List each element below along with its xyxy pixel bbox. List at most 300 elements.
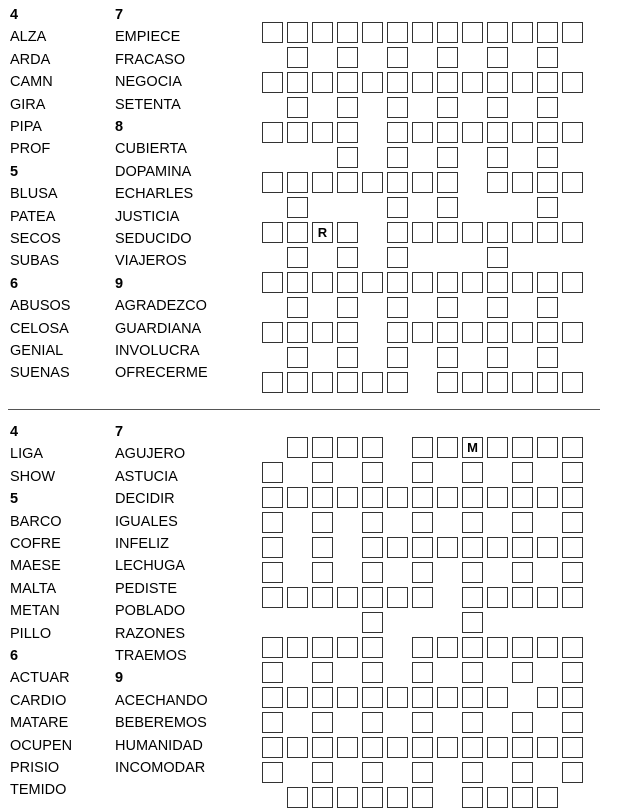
grid-cell[interactable] [562, 712, 583, 733]
grid-cell[interactable] [262, 562, 283, 583]
grid-cell[interactable] [537, 122, 558, 143]
grid-cell[interactable] [337, 737, 358, 758]
grid-cell[interactable] [262, 662, 283, 683]
grid-cell[interactable] [312, 637, 333, 658]
grid-cell[interactable] [562, 72, 583, 93]
grid-cell[interactable] [562, 562, 583, 583]
grid-cell[interactable] [362, 437, 383, 458]
word-item: OCUPEN [10, 737, 73, 754]
grid-cell[interactable] [362, 787, 383, 808]
grid-cell[interactable] [287, 587, 308, 608]
grid-cell[interactable] [412, 762, 433, 783]
grid-cell[interactable] [287, 247, 308, 268]
length-header: 6 [10, 648, 19, 664]
grid-cell[interactable] [512, 22, 533, 43]
grid-cell[interactable] [362, 272, 383, 293]
grid-cell[interactable] [462, 637, 483, 658]
grid-cell[interactable] [287, 322, 308, 343]
grid-cell[interactable] [287, 222, 308, 243]
grid-cell[interactable] [537, 72, 558, 93]
grid-cell[interactable] [462, 662, 483, 683]
grid-cell[interactable] [262, 587, 283, 608]
grid-cell[interactable] [412, 737, 433, 758]
grid-cell[interactable] [262, 222, 283, 243]
grid-cell[interactable] [362, 22, 383, 43]
length-header: 4 [10, 424, 19, 440]
grid-cell[interactable] [287, 347, 308, 368]
grid-cell[interactable] [312, 562, 333, 583]
grid-cell[interactable] [462, 737, 483, 758]
grid-cell[interactable] [287, 22, 308, 43]
grid-cell[interactable] [387, 297, 408, 318]
grid-cell[interactable] [312, 687, 333, 708]
grid-cell[interactable] [337, 297, 358, 318]
grid-cell[interactable] [487, 272, 508, 293]
word-item: GUARDIANA [115, 320, 202, 337]
grid-cell[interactable] [312, 22, 333, 43]
grid-cell[interactable] [462, 712, 483, 733]
grid-cell[interactable] [362, 712, 383, 733]
grid-cell[interactable] [412, 562, 433, 583]
grid-cell[interactable] [537, 347, 558, 368]
grid-cell[interactable] [312, 462, 333, 483]
grid-cell[interactable] [562, 662, 583, 683]
grid-cell[interactable] [512, 122, 533, 143]
grid-cell[interactable] [437, 172, 458, 193]
grid-cell[interactable] [487, 537, 508, 558]
grid-cell[interactable] [437, 97, 458, 118]
grid-cell[interactable] [537, 222, 558, 243]
grid-cell[interactable] [437, 437, 458, 458]
grid-cell[interactable] [512, 462, 533, 483]
grid-cell[interactable] [412, 72, 433, 93]
grid-cell[interactable] [512, 222, 533, 243]
grid-cell[interactable] [512, 437, 533, 458]
grid-cell[interactable] [437, 687, 458, 708]
grid-cell[interactable] [462, 322, 483, 343]
grid-cell[interactable] [312, 172, 333, 193]
grid-cell[interactable] [437, 197, 458, 218]
grid-cell[interactable] [562, 122, 583, 143]
grid-cell[interactable] [537, 637, 558, 658]
grid-cell[interactable] [462, 512, 483, 533]
grid-cell[interactable] [512, 172, 533, 193]
grid-cell[interactable] [562, 462, 583, 483]
grid-cell[interactable] [262, 122, 283, 143]
grid-cell[interactable] [537, 22, 558, 43]
grid-cell[interactable] [512, 712, 533, 733]
grid-cell[interactable] [312, 662, 333, 683]
grid-cell[interactable] [287, 372, 308, 393]
grid-cell[interactable] [362, 612, 383, 633]
grid-cell[interactable] [537, 172, 558, 193]
grid-cell[interactable] [487, 47, 508, 68]
grid-cell[interactable] [512, 537, 533, 558]
grid-cell[interactable] [437, 537, 458, 558]
grid-cell[interactable] [262, 512, 283, 533]
word-item: ARDA [10, 51, 51, 68]
grid-cell[interactable] [537, 297, 558, 318]
grid-cell[interactable] [487, 322, 508, 343]
grid-cell[interactable] [387, 172, 408, 193]
grid-cell[interactable] [312, 272, 333, 293]
grid-cell[interactable] [287, 437, 308, 458]
grid-cell[interactable] [362, 637, 383, 658]
grid-cell[interactable] [437, 222, 458, 243]
grid-cell[interactable] [312, 72, 333, 93]
grid-cell[interactable] [287, 172, 308, 193]
grid-cell[interactable] [262, 637, 283, 658]
grid-cell[interactable] [512, 372, 533, 393]
grid-cell[interactable] [337, 587, 358, 608]
grid-cell[interactable] [312, 712, 333, 733]
grid-cell[interactable] [487, 297, 508, 318]
grid-cell[interactable] [287, 72, 308, 93]
grid-cell[interactable] [337, 122, 358, 143]
grid-cell[interactable] [487, 487, 508, 508]
grid-cell[interactable] [462, 687, 483, 708]
grid-cell[interactable] [437, 637, 458, 658]
grid-cell[interactable] [262, 737, 283, 758]
grid-cell[interactable] [487, 97, 508, 118]
grid-cell[interactable] [287, 97, 308, 118]
grid-cell[interactable] [437, 22, 458, 43]
grid-cell[interactable] [312, 787, 333, 808]
grid-cell[interactable] [412, 512, 433, 533]
grid-cell[interactable] [512, 637, 533, 658]
grid-cell[interactable] [362, 537, 383, 558]
grid-cell[interactable] [437, 272, 458, 293]
grid-cell[interactable] [387, 272, 408, 293]
grid-cell[interactable] [437, 122, 458, 143]
grid-cell[interactable] [287, 637, 308, 658]
grid-cell[interactable] [387, 737, 408, 758]
grid-cell[interactable] [387, 72, 408, 93]
grid-cell[interactable] [412, 662, 433, 683]
grid-cell[interactable] [262, 372, 283, 393]
grid-cell[interactable] [537, 97, 558, 118]
grid-cell[interactable] [412, 687, 433, 708]
grid-cell[interactable] [537, 147, 558, 168]
grid-cell[interactable] [387, 197, 408, 218]
grid-cell[interactable] [287, 47, 308, 68]
word-item: JUSTICIA [115, 208, 180, 225]
grid-cell[interactable] [337, 347, 358, 368]
grid-cell[interactable] [487, 347, 508, 368]
grid-cell[interactable] [562, 322, 583, 343]
grid-cell[interactable] [462, 587, 483, 608]
grid-cell[interactable] [437, 72, 458, 93]
grid-cell[interactable] [287, 197, 308, 218]
grid-cell[interactable] [462, 462, 483, 483]
grid-cell[interactable] [562, 687, 583, 708]
grid-cell[interactable] [462, 372, 483, 393]
grid-cell[interactable] [337, 322, 358, 343]
grid-cell[interactable] [262, 537, 283, 558]
grid-cell[interactable] [512, 737, 533, 758]
grid-cell[interactable] [337, 247, 358, 268]
grid-cell[interactable] [487, 122, 508, 143]
grid-cell[interactable] [287, 687, 308, 708]
grid-cell[interactable] [387, 537, 408, 558]
word-item: AGRADEZCO [115, 298, 207, 315]
grid-cell[interactable] [512, 662, 533, 683]
grid-cell[interactable] [337, 72, 358, 93]
grid-cell[interactable] [337, 372, 358, 393]
grid-cell[interactable] [562, 512, 583, 533]
grid-cell[interactable] [537, 47, 558, 68]
grid-cell[interactable] [337, 172, 358, 193]
grid-cell[interactable] [262, 22, 283, 43]
word-item: DOPAMINA [115, 163, 192, 180]
grid-cell[interactable] [462, 272, 483, 293]
grid-cell[interactable] [487, 637, 508, 658]
grid-cell[interactable] [537, 437, 558, 458]
grid-cell[interactable] [562, 172, 583, 193]
grid-cell[interactable] [437, 347, 458, 368]
grid-cell[interactable] [312, 537, 333, 558]
grid-cell[interactable] [412, 122, 433, 143]
grid-cell[interactable] [362, 687, 383, 708]
grid-cell[interactable] [437, 297, 458, 318]
grid-cell[interactable] [462, 222, 483, 243]
grid-cell[interactable] [312, 322, 333, 343]
grid-cell[interactable] [437, 47, 458, 68]
grid-cell[interactable] [512, 762, 533, 783]
grid-cell[interactable] [487, 222, 508, 243]
grid-cell[interactable] [362, 762, 383, 783]
grid-cell[interactable] [437, 737, 458, 758]
puzzle-top [0, 0, 622, 405]
grid-cell[interactable] [487, 787, 508, 808]
grid-cell[interactable] [262, 712, 283, 733]
grid-cell[interactable] [412, 637, 433, 658]
grid-cell[interactable] [387, 347, 408, 368]
grid-cell[interactable] [562, 737, 583, 758]
grid-cell[interactable] [487, 437, 508, 458]
grid-cell[interactable] [287, 122, 308, 143]
grid-cell[interactable] [362, 172, 383, 193]
grid-cell[interactable] [312, 372, 333, 393]
grid-cell[interactable] [412, 787, 433, 808]
grid-cell[interactable] [362, 72, 383, 93]
grid-cell[interactable] [387, 787, 408, 808]
grid-cell[interactable] [262, 172, 283, 193]
grid-cell[interactable] [412, 272, 433, 293]
grid-cell-prefilled[interactable]: R [312, 222, 333, 243]
grid-cell[interactable] [462, 22, 483, 43]
grid-cell[interactable] [537, 787, 558, 808]
grid-cell[interactable] [337, 437, 358, 458]
grid-cell[interactable] [262, 687, 283, 708]
grid-cell[interactable] [337, 147, 358, 168]
grid-cell[interactable] [487, 737, 508, 758]
grid-cell[interactable] [462, 72, 483, 93]
grid-cell[interactable] [537, 197, 558, 218]
puzzle-divider [8, 409, 600, 410]
grid-cell[interactable] [562, 222, 583, 243]
grid-cell[interactable] [462, 487, 483, 508]
grid-cell[interactable] [562, 22, 583, 43]
grid-cell[interactable] [462, 122, 483, 143]
grid-cell[interactable] [537, 537, 558, 558]
grid-cell[interactable] [462, 537, 483, 558]
grid-cell[interactable] [537, 587, 558, 608]
grid-cell[interactable] [287, 737, 308, 758]
grid-cell[interactable] [487, 687, 508, 708]
grid-cell[interactable] [387, 587, 408, 608]
grid-cell[interactable] [312, 587, 333, 608]
length-header: 4 [10, 7, 19, 23]
grid-cell[interactable] [537, 322, 558, 343]
grid-cell[interactable] [487, 172, 508, 193]
grid-cell[interactable] [287, 272, 308, 293]
grid-cell[interactable] [287, 787, 308, 808]
word-item: METAN [10, 603, 60, 620]
grid-cell[interactable] [337, 272, 358, 293]
grid-cell[interactable] [412, 462, 433, 483]
word-item: ACTUAR [10, 670, 70, 687]
grid-cell[interactable] [512, 322, 533, 343]
grid-cell[interactable] [412, 222, 433, 243]
grid-cell[interactable] [462, 612, 483, 633]
grid-cell[interactable] [387, 247, 408, 268]
grid-cell[interactable] [362, 587, 383, 608]
grid-cell[interactable] [287, 297, 308, 318]
word-item: CUBIERTA [115, 141, 187, 158]
grid-cell[interactable] [512, 787, 533, 808]
grid-cell[interactable] [262, 72, 283, 93]
grid-cell[interactable] [387, 222, 408, 243]
grid-cell[interactable] [412, 172, 433, 193]
grid-cell[interactable] [512, 487, 533, 508]
grid-cell[interactable] [337, 637, 358, 658]
grid-cell[interactable] [337, 47, 358, 68]
grid-cell[interactable] [412, 537, 433, 558]
word-item: GIRA [10, 96, 46, 113]
grid-cell[interactable] [387, 322, 408, 343]
grid-cell[interactable] [562, 537, 583, 558]
grid-cell[interactable] [262, 272, 283, 293]
grid-cell[interactable] [487, 247, 508, 268]
word-item: CARDIO [10, 692, 67, 709]
grid-cell[interactable] [412, 322, 433, 343]
grid-cell[interactable] [362, 462, 383, 483]
grid-cell[interactable] [312, 122, 333, 143]
grid-cell[interactable] [262, 322, 283, 343]
grid-cell[interactable] [487, 147, 508, 168]
grid-cell[interactable] [312, 512, 333, 533]
grid-cell[interactable] [312, 737, 333, 758]
grid-cell[interactable] [387, 687, 408, 708]
grid-cell[interactable] [362, 562, 383, 583]
grid-cell[interactable] [387, 147, 408, 168]
grid-cell[interactable] [562, 372, 583, 393]
grid-cell[interactable] [512, 72, 533, 93]
grid-cell[interactable] [362, 662, 383, 683]
grid-cell[interactable] [312, 437, 333, 458]
grid-cell[interactable] [362, 372, 383, 393]
grid-cell[interactable] [512, 512, 533, 533]
grid-cell[interactable] [562, 437, 583, 458]
grid-cell[interactable] [387, 372, 408, 393]
word-item: OFRECERME [115, 365, 208, 382]
grid-cell[interactable] [387, 122, 408, 143]
grid-cell[interactable] [312, 487, 333, 508]
grid-cell[interactable] [387, 97, 408, 118]
grid-cell[interactable] [262, 462, 283, 483]
grid-cell[interactable] [337, 22, 358, 43]
word-item: BLUSA [10, 186, 58, 203]
grid-cell[interactable] [387, 22, 408, 43]
grid-cell[interactable] [537, 272, 558, 293]
grid-cell[interactable] [337, 687, 358, 708]
grid-cell[interactable] [512, 562, 533, 583]
grid-cell[interactable] [262, 487, 283, 508]
grid-cell[interactable] [312, 762, 333, 783]
grid-cell[interactable] [562, 637, 583, 658]
word-item: TEMIDO [10, 782, 67, 799]
grid-cell[interactable] [362, 737, 383, 758]
grid-cell[interactable] [337, 222, 358, 243]
word-item: SEDUCIDO [115, 231, 192, 247]
grid-cell[interactable] [437, 372, 458, 393]
grid-cell[interactable] [487, 72, 508, 93]
grid-cell[interactable] [337, 97, 358, 118]
grid-cell[interactable] [262, 762, 283, 783]
grid-cell[interactable] [487, 22, 508, 43]
word-item: FRACASO [115, 51, 186, 68]
length-header: 5 [10, 163, 19, 180]
grid-cell[interactable] [462, 787, 483, 808]
grid-cell[interactable] [462, 562, 483, 583]
grid-cell[interactable] [562, 587, 583, 608]
grid-cell[interactable] [512, 587, 533, 608]
grid-cell[interactable] [362, 487, 383, 508]
grid-cell[interactable] [412, 22, 433, 43]
grid-cell[interactable] [462, 762, 483, 783]
grid-cell[interactable] [437, 147, 458, 168]
grid-cell[interactable] [537, 737, 558, 758]
grid-cell[interactable] [537, 372, 558, 393]
grid-cell[interactable] [537, 687, 558, 708]
grid-cell[interactable] [487, 372, 508, 393]
grid-cell[interactable] [437, 487, 458, 508]
grid-cell[interactable] [562, 762, 583, 783]
grid-cell[interactable] [412, 712, 433, 733]
word-item: IGUALES [115, 513, 178, 530]
grid-cell[interactable] [412, 587, 433, 608]
word-item: PROF [10, 141, 51, 158]
grid-cell[interactable] [537, 487, 558, 508]
word-item: MAESE [10, 558, 61, 575]
grid-cell[interactable] [412, 487, 433, 508]
grid-cell-prefilled[interactable]: M [462, 437, 483, 458]
grid-cell[interactable] [387, 47, 408, 68]
grid-cell[interactable] [437, 322, 458, 343]
grid-cell[interactable] [562, 272, 583, 293]
grid-cell[interactable] [487, 587, 508, 608]
grid-cell[interactable] [512, 272, 533, 293]
grid-cell[interactable] [337, 487, 358, 508]
grid-cell[interactable] [362, 512, 383, 533]
grid-cell[interactable] [387, 487, 408, 508]
grid-cell[interactable] [287, 487, 308, 508]
grid-cell[interactable] [562, 487, 583, 508]
grid-cell[interactable] [412, 437, 433, 458]
word-item: ALZA [10, 29, 47, 46]
grid-cell[interactable] [337, 787, 358, 808]
